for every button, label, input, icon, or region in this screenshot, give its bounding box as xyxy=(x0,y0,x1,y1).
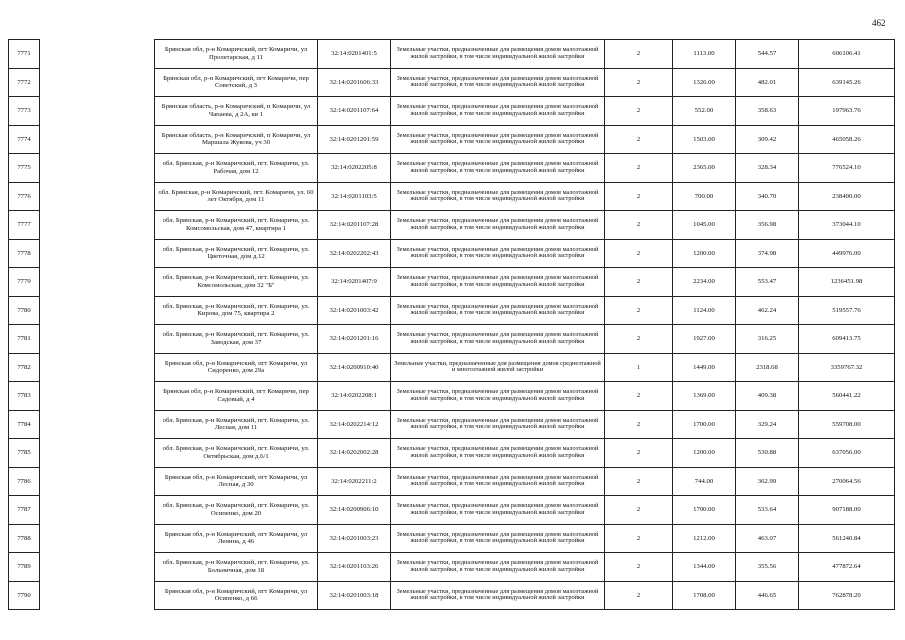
cadastral-number-cell: 32:14:0201103:26 xyxy=(318,553,391,582)
address-cell: Брянская обл, р-н Комаричский, пгт Комаричи, ул Лесная, д 30 xyxy=(155,467,318,496)
cadastral-value-cell: 373044.10 xyxy=(799,211,895,240)
page-number: 462 xyxy=(872,18,886,28)
unit-value-cell: 446.65 xyxy=(736,581,799,610)
address-cell: Брянская область, р-н Комаричский, п Комаричи, ул Чапаева, д 2А, кв 1 xyxy=(155,97,318,126)
row-id-cell: 7789 xyxy=(9,553,40,582)
address-cell: Брянская обл, р-н Комаричский, пгт Комаричи, ул Осипенко, д 66 xyxy=(155,581,318,610)
cadastral-number-cell: 32:14:0201107:28 xyxy=(318,211,391,240)
unit-value-cell: 544.57 xyxy=(736,40,799,69)
cadastral-value-cell: 776524.10 xyxy=(799,154,895,183)
table-row xyxy=(9,439,895,468)
cadastral-number-cell: 32:14:0202211:2 xyxy=(318,467,391,496)
spacer-cell xyxy=(40,410,155,439)
area-cell: 1200.00 xyxy=(673,239,736,268)
unit-value-cell: 329.24 xyxy=(736,410,799,439)
cadastral-value-cell: 907188.00 xyxy=(799,496,895,525)
cadastral-value-cell: 1236451.98 xyxy=(799,268,895,297)
table-row xyxy=(9,154,895,183)
cadastral-number-cell: 32:14:0202205:8 xyxy=(318,154,391,183)
table-row xyxy=(9,268,895,297)
address-cell: Брянская обл, р-н Комаричский, пгт Комаричи, ул Пролетарская, д 11 xyxy=(155,40,318,69)
spacer-cell xyxy=(40,182,155,211)
cadastral-value-cell: 637056.00 xyxy=(799,439,895,468)
address-cell: Брянская обл, р-н Комаричский, пгт Комаричи, ул Ленина, д 46 xyxy=(155,524,318,553)
group-cell: 2 xyxy=(605,410,673,439)
spacer-cell xyxy=(40,467,155,496)
row-id-cell: 7787 xyxy=(9,496,40,525)
area-cell: 1344.00 xyxy=(673,553,736,582)
cadastral-value-cell: 762878.20 xyxy=(799,581,895,610)
table-row xyxy=(9,239,895,268)
table-row xyxy=(9,524,895,553)
unit-value-cell: 358.63 xyxy=(736,97,799,126)
land-use-cell: Земельные участки, предназначенные для размещения домов малоэтажной жилой застройки, в том числе индивидуальной жилой застройки xyxy=(391,125,605,154)
address-cell: Брянская обл, р-н Комаричский, пгт Комаричи, ул Сидоренко, дом 29а xyxy=(155,353,318,382)
land-use-cell: Земельные участки, предназначенные для размещения домов малоэтажной жилой застройки, в том числе индивидуальной жилой застройки xyxy=(391,524,605,553)
cadastral-value-cell: 270064.56 xyxy=(799,467,895,496)
group-cell: 2 xyxy=(605,496,673,525)
address-cell: обл. Брянская, р-н Комаричский, пгт. Комаричи, ул. Комсомольская, дом 47, квартира 1 xyxy=(155,211,318,240)
cadastral-number-cell: 32:14:0201201:16 xyxy=(318,325,391,354)
group-cell: 2 xyxy=(605,154,673,183)
table-row xyxy=(9,40,895,69)
table-row xyxy=(9,496,895,525)
land-use-cell: Земельные участки, предназначенные для размещения домов малоэтажной жилой застройки, в том числе индивидуальной жилой застройки xyxy=(391,211,605,240)
land-use-cell: Земельные участки, предназначенные для размещения домов малоэтажной жилой застройки, в том числе индивидуальной жилой застройки xyxy=(391,239,605,268)
cadastral-number-cell: 32:14:0201003:23 xyxy=(318,524,391,553)
cadastral-value-table xyxy=(8,39,895,610)
group-cell: 2 xyxy=(605,581,673,610)
table-row xyxy=(9,211,895,240)
row-id-cell: 7782 xyxy=(9,353,40,382)
address-cell: обл. Брянская, р-н Комаричский, пгт. Комаричи, ул. Комсомольская, дом 32 "Б" xyxy=(155,268,318,297)
cadastral-number-cell: 32:14:0201003:42 xyxy=(318,296,391,325)
spacer-cell xyxy=(40,211,155,240)
cadastral-number-cell: 32:14:0201401:5 xyxy=(318,40,391,69)
area-cell: 2365.00 xyxy=(673,154,736,183)
cadastral-value-cell: 519557.76 xyxy=(799,296,895,325)
cadastral-number-cell: 32:14:0201606:33 xyxy=(318,68,391,97)
land-use-cell: Земельные участки, предназначенные для размещения домов малоэтажной жилой застройки, в том числе индивидуальной жилой застройки xyxy=(391,182,605,211)
land-use-cell: Земельные участки, предназначенные для размещения домов малоэтажной жилой застройки, в том числе индивидуальной жилой застройки xyxy=(391,40,605,69)
row-id-cell: 7774 xyxy=(9,125,40,154)
group-cell: 2 xyxy=(605,211,673,240)
area-cell: 744.00 xyxy=(673,467,736,496)
address-cell: обл. Брянская, р-н Комаричский, пгт. Комаричи, ул. Осипенко, дом 20 xyxy=(155,496,318,525)
cadastral-number-cell: 32:14:0201003:18 xyxy=(318,581,391,610)
unit-value-cell: 356.98 xyxy=(736,211,799,240)
area-cell: 1369.00 xyxy=(673,382,736,411)
unit-value-cell: 462.24 xyxy=(736,296,799,325)
spacer-cell xyxy=(40,353,155,382)
cadastral-value-cell: 639145.26 xyxy=(799,68,895,97)
unit-value-cell: 530.88 xyxy=(736,439,799,468)
unit-value-cell: 309.42 xyxy=(736,125,799,154)
cadastral-value-cell: 559708.00 xyxy=(799,410,895,439)
group-cell: 2 xyxy=(605,439,673,468)
group-cell: 2 xyxy=(605,40,673,69)
group-cell: 2 xyxy=(605,97,673,126)
spacer-cell xyxy=(40,581,155,610)
area-cell: 552.00 xyxy=(673,97,736,126)
land-use-cell: Земельные участки, предназначенные для размещения домов малоэтажной жилой застройки, в том числе индивидуальной жилой застройки xyxy=(391,296,605,325)
address-cell: обл. Брянская, р-н Комаричский, пгт. Комаричи, ул. Цветочная, дом д.12 xyxy=(155,239,318,268)
table-row xyxy=(9,581,895,610)
table-row xyxy=(9,68,895,97)
group-cell: 2 xyxy=(605,268,673,297)
unit-value-cell: 328.34 xyxy=(736,154,799,183)
area-cell: 1113.00 xyxy=(673,40,736,69)
row-id-cell: 7777 xyxy=(9,211,40,240)
cadastral-number-cell: 32:14:0202214:12 xyxy=(318,410,391,439)
unit-value-cell: 409.38 xyxy=(736,382,799,411)
group-cell: 1 xyxy=(605,353,673,382)
row-id-cell: 7788 xyxy=(9,524,40,553)
group-cell: 2 xyxy=(605,524,673,553)
cadastral-value-cell: 609413.75 xyxy=(799,325,895,354)
table-row xyxy=(9,296,895,325)
address-cell: Брянская область, р-н Комаричский, п Комаричи, ул Маршала Жукова, уч 30 xyxy=(155,125,318,154)
cadastral-number-cell: 32:14:0200906:10 xyxy=(318,496,391,525)
area-cell: 1045.00 xyxy=(673,211,736,240)
row-id-cell: 7778 xyxy=(9,239,40,268)
land-use-cell: Земельные участки, предназначенные для размещения домов малоэтажной жилой застройки, в том числе индивидуальной жилой застройки xyxy=(391,467,605,496)
cadastral-number-cell: 32:14:0201103:5 xyxy=(318,182,391,211)
spacer-cell xyxy=(40,553,155,582)
group-cell: 2 xyxy=(605,325,673,354)
table-row xyxy=(9,182,895,211)
area-cell: 1503.00 xyxy=(673,125,736,154)
land-use-cell: Земельные участки, предназначенные для размещения домов малоэтажной жилой застройки, в том числе индивидуальной жилой застройки xyxy=(391,382,605,411)
spacer-cell xyxy=(40,268,155,297)
area-cell: 1700.00 xyxy=(673,496,736,525)
address-cell: Брянская обл, р-н Комаричский, пгт Комаричи, пер Садовый, д 4 xyxy=(155,382,318,411)
row-id-cell: 7771 xyxy=(9,40,40,69)
cadastral-value-cell: 561240.84 xyxy=(799,524,895,553)
spacer-cell xyxy=(40,382,155,411)
area-cell: 1326.00 xyxy=(673,68,736,97)
cadastral-number-cell: 32:14:0202002:28 xyxy=(318,439,391,468)
unit-value-cell: 374.98 xyxy=(736,239,799,268)
unit-value-cell: 355.56 xyxy=(736,553,799,582)
cadastral-value-cell: 465058.26 xyxy=(799,125,895,154)
unit-value-cell: 340.70 xyxy=(736,182,799,211)
address-cell: обл. Брянская, р-н Комаричский, пгт. Комаричи, ул. Рабочая, дом 12 xyxy=(155,154,318,183)
row-id-cell: 7780 xyxy=(9,296,40,325)
cadastral-number-cell: 32:14:0200910:40 xyxy=(318,353,391,382)
row-id-cell: 7773 xyxy=(9,97,40,126)
row-id-cell: 7779 xyxy=(9,268,40,297)
row-id-cell: 7775 xyxy=(9,154,40,183)
row-id-cell: 7784 xyxy=(9,410,40,439)
table-row xyxy=(9,382,895,411)
table-row xyxy=(9,553,895,582)
spacer-cell xyxy=(40,97,155,126)
land-use-cell: Земельные участки, предназначенные для размещения домов малоэтажной жилой застройки, в том числе индивидуальной жилой застройки xyxy=(391,496,605,525)
area-cell: 1927.00 xyxy=(673,325,736,354)
spacer-cell xyxy=(40,439,155,468)
row-id-cell: 7786 xyxy=(9,467,40,496)
table-row xyxy=(9,125,895,154)
land-use-cell: Земельные участки, предназначенные для размещения домов малоэтажной жилой застройки, в том числе индивидуальной жилой застройки xyxy=(391,439,605,468)
group-cell: 2 xyxy=(605,467,673,496)
group-cell: 2 xyxy=(605,382,673,411)
cadastral-value-cell: 606106.41 xyxy=(799,40,895,69)
group-cell: 2 xyxy=(605,553,673,582)
area-cell: 1212.00 xyxy=(673,524,736,553)
table-row xyxy=(9,325,895,354)
spacer-cell xyxy=(40,239,155,268)
area-cell: 1200.00 xyxy=(673,439,736,468)
unit-value-cell: 362.99 xyxy=(736,467,799,496)
cadastral-number-cell: 32:14:0201107:64 xyxy=(318,97,391,126)
unit-value-cell: 482.01 xyxy=(736,68,799,97)
group-cell: 2 xyxy=(605,125,673,154)
address-cell: обл. Брянская, р-н Комаричский, пгт. Комаричи, ул. Лесная, дом 11 xyxy=(155,410,318,439)
spacer-cell xyxy=(40,125,155,154)
row-id-cell: 7781 xyxy=(9,325,40,354)
row-id-cell: 7772 xyxy=(9,68,40,97)
cadastral-value-cell: 197963.76 xyxy=(799,97,895,126)
spacer-cell xyxy=(40,524,155,553)
spacer-cell xyxy=(40,496,155,525)
address-cell: обл. Брянская, р-н Комаричский, пгт. Комаричи, ул. Кирова, дом 75, квартира 2 xyxy=(155,296,318,325)
unit-value-cell: 533.64 xyxy=(736,496,799,525)
address-cell: Брянская обл, р-н Комаричский, пгт Комаричи, пер Советский, д 3 xyxy=(155,68,318,97)
cadastral-value-table-container xyxy=(8,39,895,610)
cadastral-number-cell: 32:14:0201201:59 xyxy=(318,125,391,154)
row-id-cell: 7783 xyxy=(9,382,40,411)
table-row xyxy=(9,97,895,126)
land-use-cell: Земельные участки, предназначенные для размещения домов малоэтажной жилой застройки, в том числе индивидуальной жилой застройки xyxy=(391,553,605,582)
land-use-cell: Земельные участки, предназначенные для размещения домов малоэтажной жилой застройки, в том числе индивидуальной жилой застройки xyxy=(391,325,605,354)
area-cell: 1124.00 xyxy=(673,296,736,325)
spacer-cell xyxy=(40,296,155,325)
table-row xyxy=(9,467,895,496)
row-id-cell: 7776 xyxy=(9,182,40,211)
address-cell: обл. Брянская, р-н Комаричский, пгт. Комаричи, ул. Октябрьская, дом д.6/1 xyxy=(155,439,318,468)
table-body xyxy=(9,40,895,610)
address-cell: обл. Брянская, р-н Комаричский, пгт. Комаричи, ул. Больничная, дом 18 xyxy=(155,553,318,582)
cadastral-value-cell: 477872.64 xyxy=(799,553,895,582)
area-cell: 700.00 xyxy=(673,182,736,211)
cadastral-value-cell: 560441.22 xyxy=(799,382,895,411)
area-cell: 1449.00 xyxy=(673,353,736,382)
cadastral-number-cell: 32:14:0202202:43 xyxy=(318,239,391,268)
area-cell: 2234.00 xyxy=(673,268,736,297)
cadastral-value-cell: 3359767.32 xyxy=(799,353,895,382)
land-use-cell: Земельные участки, предназначенные для размещения домов малоэтажной жилой застройки, в том числе индивидуальной жилой застройки xyxy=(391,410,605,439)
cadastral-value-cell: 238490.00 xyxy=(799,182,895,211)
address-cell: обл. Брянская, р-н Комаричский, пгт. Комаричи, ул. Заводская, дом 37 xyxy=(155,325,318,354)
land-use-cell: Земельные участки, предназначенные для размещения домов малоэтажной жилой застройки, в том числе индивидуальной жилой застройки xyxy=(391,68,605,97)
land-use-cell: Земельные участки, предназначенные для размещения домов малоэтажной жилой застройки, в том числе индивидуальной жилой застройки xyxy=(391,154,605,183)
land-use-cell: Земельные участки, предназначенные для размещения домов малоэтажной жилой застройки, в том числе индивидуальной жилой застройки xyxy=(391,581,605,610)
spacer-cell xyxy=(40,154,155,183)
cadastral-number-cell: 32:14:0202208:1 xyxy=(318,382,391,411)
group-cell: 2 xyxy=(605,239,673,268)
group-cell: 2 xyxy=(605,182,673,211)
table-row xyxy=(9,410,895,439)
land-use-cell: Земельные участки, предназначенные для размещения домов малоэтажной жилой застройки, в том числе индивидуальной жилой застройки xyxy=(391,97,605,126)
table-row xyxy=(9,353,895,382)
spacer-cell xyxy=(40,40,155,69)
land-use-cell: Земельные участки, предназначенные для размещения домов среднеэтажной и многоэтажной жилой застройки xyxy=(391,353,605,382)
spacer-cell xyxy=(40,325,155,354)
group-cell: 2 xyxy=(605,68,673,97)
row-id-cell: 7790 xyxy=(9,581,40,610)
area-cell: 1700.00 xyxy=(673,410,736,439)
spacer-cell xyxy=(40,68,155,97)
land-use-cell: Земельные участки, предназначенные для размещения домов малоэтажной жилой застройки, в том числе индивидуальной жилой застройки xyxy=(391,268,605,297)
unit-value-cell: 2318.68 xyxy=(736,353,799,382)
area-cell: 1708.00 xyxy=(673,581,736,610)
unit-value-cell: 316.25 xyxy=(736,325,799,354)
unit-value-cell: 463.07 xyxy=(736,524,799,553)
cadastral-number-cell: 32:14:0201407:9 xyxy=(318,268,391,297)
row-id-cell: 7785 xyxy=(9,439,40,468)
group-cell: 2 xyxy=(605,296,673,325)
cadastral-value-cell: 449976.00 xyxy=(799,239,895,268)
address-cell: обл. Брянская, р-н Комаричский, пгт. Комаричи, ул. 60 лет Октября, дом 11 xyxy=(155,182,318,211)
unit-value-cell: 553.47 xyxy=(736,268,799,297)
